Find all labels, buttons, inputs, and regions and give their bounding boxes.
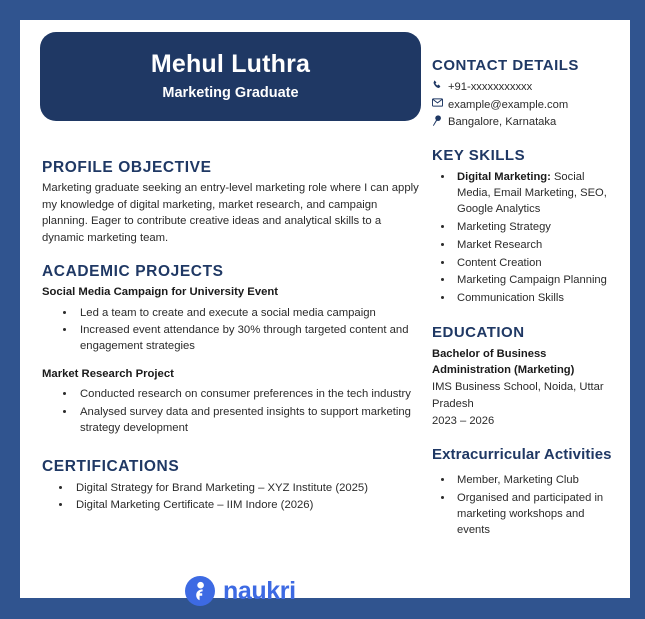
list-item: • Marketing Campaign Planning <box>454 272 617 288</box>
list-item: • Analysed survey data and presented insights to support marketing strategy development <box>76 404 422 437</box>
list-item: • Content Creation <box>454 255 617 271</box>
list-item: • Member, Marketing Club <box>454 472 617 488</box>
spacer <box>432 308 617 324</box>
contact-location-row <box>432 114 617 131</box>
skill-detail: Social Media, Email Marketing, SEO, Google Analytics <box>457 170 607 216</box>
education-institution: IMS Business School, Noida, Uttar Pradesh <box>432 381 604 410</box>
contact-details-heading: CONTACT DETAILS <box>432 57 579 74</box>
list-item: • Conducted research on consumer preferences in the tech industry <box>76 386 422 402</box>
section-extracurricular-activities <box>432 446 617 539</box>
candidate-role: Marketing Graduate <box>162 85 299 102</box>
project-bullet-list <box>42 305 422 355</box>
section-profile-objective <box>42 158 422 246</box>
academic-projects-heading: ACADEMIC PROJECTS <box>42 262 224 280</box>
project-entry <box>42 366 422 437</box>
list-item: • Communication Skills <box>454 290 617 306</box>
key-skills-heading: KEY SKILLS <box>432 147 526 165</box>
list-item: • Digital Marketing Certificate – IIM Indore (2026) <box>72 497 422 513</box>
list-item: • Marketing Strategy <box>454 219 617 235</box>
list-item: • Market Research <box>454 237 617 253</box>
project-entry <box>42 284 422 355</box>
profile-objective-text: Marketing graduate seeking an entry-level marketing role where I can apply my knowledge of digital marketing, market research, and campaign planning. Eager to contribute creative ideas and analytical skills to a dynamic marketing team. <box>42 182 419 244</box>
right-column <box>432 57 617 540</box>
list-item <box>454 169 617 218</box>
naukri-wordmark: naukri <box>223 576 296 605</box>
resume-canvas <box>20 20 630 605</box>
list-item: • Increased event attendance by 30% through targeted content and engagement strategies <box>76 322 422 355</box>
spacer <box>42 246 422 262</box>
name-badge <box>40 32 421 121</box>
education-heading: EDUCATION <box>432 323 525 341</box>
extracurricular-heading: Extracurricular Activities <box>432 445 612 463</box>
naukri-mark-icon <box>185 576 215 606</box>
spacer <box>432 430 617 446</box>
contact-email-value: example@example.com <box>448 98 569 111</box>
list-item: • Organised and participated in marketing workshops and events <box>454 490 617 539</box>
page-border-right <box>630 0 645 619</box>
contact-location-value: Bangalore, Karnataka <box>448 116 557 129</box>
naukri-logo <box>185 576 296 606</box>
education-degree: Bachelor of Business Administration (Marketing) <box>432 347 575 377</box>
extracurricular-list <box>432 472 617 538</box>
phone-icon <box>432 79 446 90</box>
certifications-heading: CERTIFICATIONS <box>42 458 180 476</box>
contact-phone-value: +91-xxxxxxxxxxx <box>448 80 533 93</box>
candidate-name: Mehul Luthra <box>150 49 311 78</box>
project-title: Social Media Campaign for University Event <box>42 286 279 299</box>
spacer <box>42 356 422 366</box>
contact-email-row <box>432 97 617 114</box>
project-title: Market Research Project <box>42 367 174 380</box>
contact-phone-row <box>432 79 617 96</box>
spacer <box>42 437 422 457</box>
spacer <box>432 131 617 147</box>
page-border-top <box>0 0 645 20</box>
certifications-list <box>42 480 422 514</box>
section-academic-projects <box>42 262 422 436</box>
section-key-skills <box>432 147 617 306</box>
page-border-left <box>0 0 20 619</box>
section-certifications <box>42 457 422 513</box>
page-border-bottom <box>0 598 645 619</box>
project-bullet-list <box>42 386 422 436</box>
left-column <box>42 158 422 514</box>
key-skills-list <box>432 169 617 306</box>
education-years: 2023 – 2026 <box>432 414 495 427</box>
map-pin-icon <box>432 114 446 126</box>
skill-label: Digital Marketing: <box>457 170 551 183</box>
profile-objective-heading: PROFILE OBJECTIVE <box>42 159 212 176</box>
list-item: • Led a team to create and execute a social media campaign <box>76 305 422 321</box>
section-education <box>432 324 617 430</box>
envelope-icon <box>432 97 446 107</box>
list-item: • Digital Strategy for Brand Marketing – XYZ Institute (2025) <box>72 480 422 496</box>
section-contact-details <box>432 57 617 131</box>
